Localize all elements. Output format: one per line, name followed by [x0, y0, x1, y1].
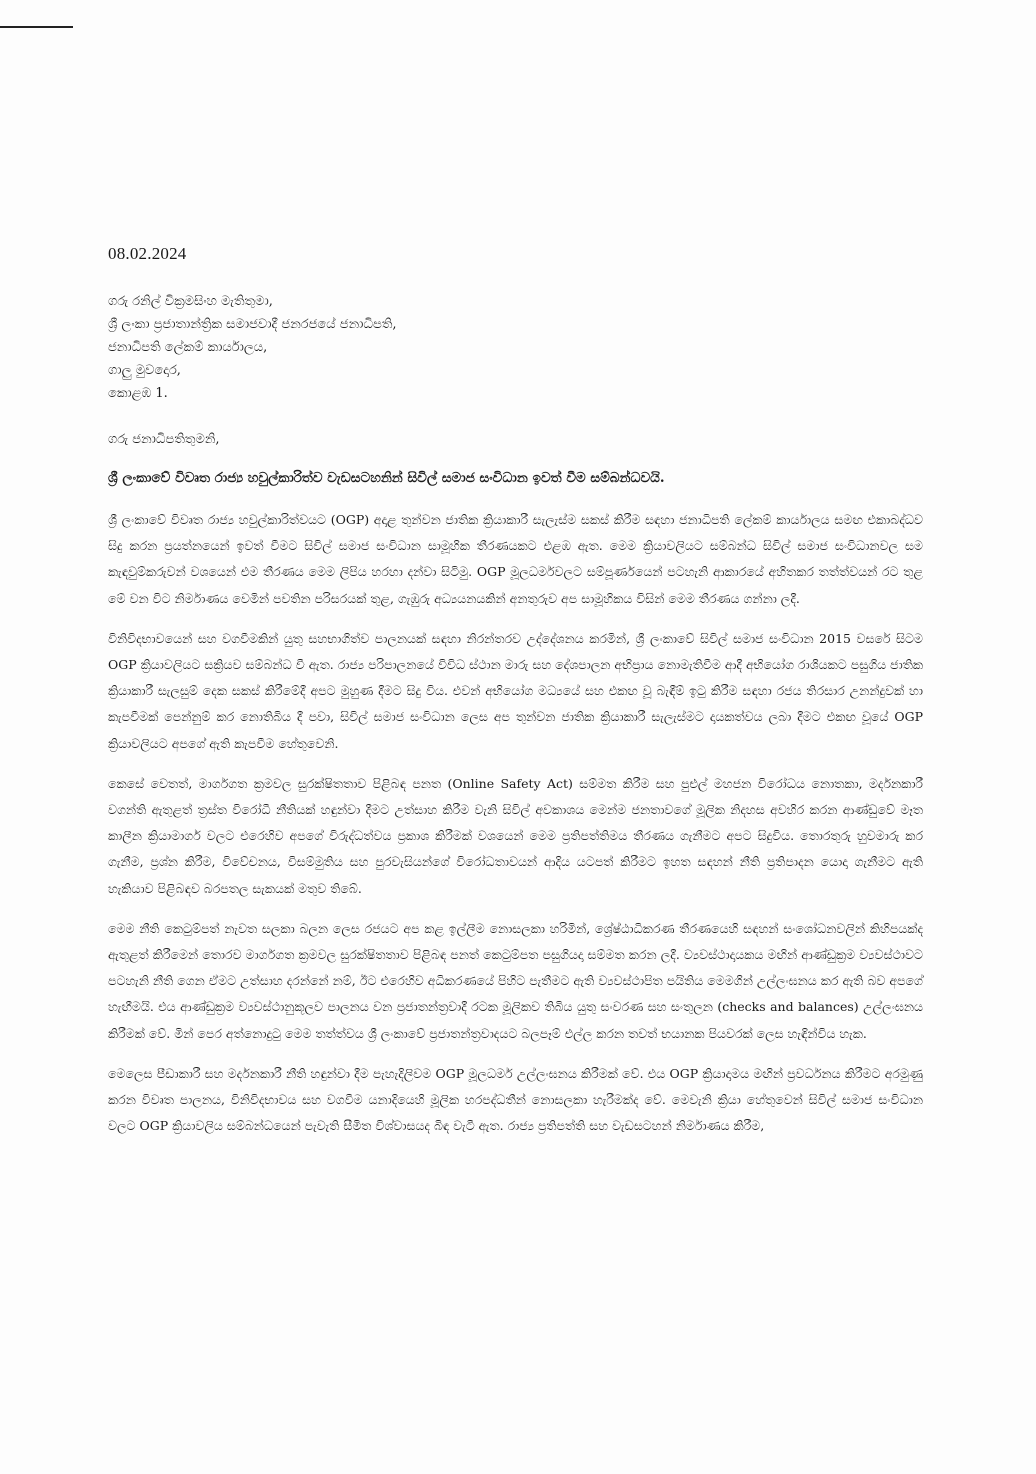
paragraph: විනිවිදභාවයෙන් සහ වගවීමකින් යුතු සහභාගිත්ව පාලනයක් සඳහා නිරන්තරව උද්දේශනය කරමින්, ශ්‍රී ලංකාවේ සිවිල් සමාජ සංවිධාන 2015 වසරේ සිටම OGP ක්‍රියාවලියට සක්‍රියව සම්බන්ධ වී ඇත. රාජ්‍ය පරිපාලනයේ විවිධ ස්ථාන මාරු සහ දේශපාලන අභිප්‍රාය නොමැතිවීම ආදී අභියෝග රාශියකට පසුගිය ජාතික ක්‍රියාකාරී සැලසුම් දෙක සකස් කිරීමේදී අපට මුහුණ දීමට සිදු විය. එවන් අභියෝග මධ්‍යයේ සහ එකඟ වූ බැඳීම් ඉටු කිරීම සඳහා රජය තිරසාර උනන්දුවක් හා කැපවීමක් පෙන්නුම් කර නොතිබිය දී පවා, සිවිල් සමාජ සංවිධාන ලෙස අප තුන්වන ජාතික ක්‍රියාකාරී සැලැස්මට දායකත්වය ලබා දීමට එකඟ වූයේ OGP ක්‍රියාවලියට අපගේ ඇති කැපවීම හේතුවෙනි.	[108, 630, 923, 751]
recipient-address	[108, 290, 923, 405]
paragraph: මෙලෙස පීඩාකාරී සහ මර්දනකාරී නීති හඳුන්වා දීම පැහැදිලිවම OGP මූලධර්ම උල්ලංඝනය කිරීමක් වේ. එය OGP ක්‍රියාදාමය මඟින් ප්‍රවර්ධනය කිරීමට අරමුණු කරන විවෘත පාලනය, විනිවිදභාවය සහ වගවීම යනාදියෙහි මූලික හරපද්ධතීන් නොසලකා හැරීමක්ද වේ. මෙවැනි ක්‍රියා හේතුවෙන් සිවිල් සමාජ සංවිධාන වලට OGP ක්‍රියාවලිය සම්බන්ධයෙන් පැවැති සීමිත විශ්වාසයද බිඳ වැටී ඇත. රාජ්‍ය ප්‍රතිපත්ති සහ වැඩසටහන් නිර්මාණය කිරීම,	[108, 1065, 923, 1134]
salutation: ගරු ජනාධිපතිතුමනි,	[108, 432, 220, 447]
letter-date: 08.02.2024	[108, 244, 187, 263]
address-line: ජනාධිපති ලේකම් කාර්යාලය,	[108, 340, 268, 355]
paragraph: මෙම නීති කෙටුම්පත් නැවත සලකා බලන ලෙස රජයට අප කළ ඉල්ලීම නොසලකා හරිමින්, ශ්‍රේෂ්ඨාධිකරණ තීරණයෙහි සඳහන් සංශෝධනවලින් කිහිපයක්ද ඇතුළත් කිරීමෙන් තොරව මාර්ගගත ක්‍රමවල සුරක්ෂිතතාව පිළිබඳ පනත් කෙටුම්පත පසුගියදා සම්මත කරන ලදී. ව්‍යවස්ථාදායකය මඟින් ආණ්ඩුක්‍රම ව්‍යවස්ථාවට පටහැනි නීති ගෙන ඒමට උත්සාහ දරන්නේ නම්, ඊට එරෙහිව අධිකරණයේ පිහිට පැතීමට ඇති ව්‍යවස්ථාපිත පයිතිය මෙමගින් උල්ලංඝනය කර ඇති බව අපගේ හැඟීමයි. එය ආණ්ඩුක්‍රම ව්‍යවස්ථානුකූලව පාලනය වන ප්‍රජාතන්ත්‍රවාදී රටක මූලිකව තිබිය යුතු සංවරණ සහ සංතුලන (checks and balances) උල්ලංඝනය කිරීමක් වේ. මින් පෙර අත්නොදුටු මෙම තත්ත්වය ශ්‍රී ලංකාවේ ප්‍රජාතන්ත්‍රවාදයට බලපෑම් එල්ල කරන තවත් භයානක පියවරක් ලෙස හැඳින්විය හැක.	[108, 920, 923, 1041]
letter-body	[108, 244, 923, 1151]
address-line: ගරු රනිල් වික්‍රමසිංහ මැතිතුමා,	[108, 294, 273, 309]
subject-line: ශ්‍රී ලංකාවේ විවෘත රාජ්‍ය හවුල්කාරිත්ව වැඩසටහනින් සිවිල් සමාජ සංවිධාන ඉවත් වීම සම්බන්ධවයි.	[108, 470, 665, 486]
address-line: ශ්‍රී ලංකා ප්‍රජාතාන්ත්‍රික සමාජවාදී ජනරජයේ ජනාධිපති,	[108, 317, 397, 332]
address-line: ගාලු මුවදොර,	[108, 363, 181, 378]
scan-edge-mark	[0, 26, 73, 28]
paragraph: ශ්‍රී ලංකාවේ විවෘත රාජ්‍ය හවුල්කාරිත්වයට (OGP) අදාළ තුන්වන ජාතික ක්‍රියාකාරී සැලැස්ම සකස් කිරීම සඳහා ජනාධිපති ලේකම් කාර්යාලය සමඟ එකාබද්ධව සිදු කරන ප්‍රයත්නයෙන් ඉවත් වීමට සිවිල් සමාජ සංවිධාන සාමූහික තීරණයකට එළඹ ඇත. මෙම ක්‍රියාවලියට සම්බන්ධ සිවිල් සමාජ සංවිධානවල සම කැඳවුම්කරුවන් වශයෙන් එම තීරණය මෙම ලිපිය හරහා දන්වා සිටිමු. OGP මූලධර්මවලට සම්පූර්ණයෙන් පටහැනි ආකාරයේ අහිතකර තත්ත්වයන් රට තුළ මේ වන විට නිර්මාණය වෙමින් පවතින පරිසරයක් තුළ, ගැඹුරු අධ්‍යයනයකින් අනතුරුව අප සාමූහිකය විසින් මෙම තීරණය ගන්නා ලදී.	[108, 512, 923, 606]
address-line: කොළඹ 1.	[108, 386, 168, 401]
paragraph: කෙසේ වෙතත්, මාර්ගගත ක්‍රමවල සුරක්ෂිතතාව පිළිබඳ පනත (Online Safety Act) සම්මත කිරීම සහ පුළුල් මහජන විරෝධය නොතකා, මර්දනකාරී වගන්ති ඇතුළත් ත්‍රස්ත විරෝධී නීතියක් හඳුන්වා දීමට උත්සාහ කිරීම වැනි සිවිල් අවකාශය මෙන්ම ජනතාවගේ මූලික නිදහස අවහිර කරන ආණ්ඩුවේ මෑත කාලීන ක්‍රියාමාර්ග වලට එරෙහිව අපගේ විරුද්ධත්වය ප්‍රකාශ කිරීමක් වශයෙන් මෙම ප්‍රතිපත්තිමය තීරණය ගැනීමට අපට සිදුවිය. තොරතුරු හුවමාරු කර ගැනීම, ප්‍රශ්න කිරීම, විවේචනය, විසම්මුතිය සහ පුරවැසියන්ගේ විරෝධතාවයන් ආදිය යටපත් කිරීමට ඉහත සඳහන් නීති ප්‍රතිපාදන යොදා ගැනීමට ඇති හැකියාව පිළිබඳව බරපතල සැකයක් මතුව තිබේ.	[108, 775, 923, 896]
